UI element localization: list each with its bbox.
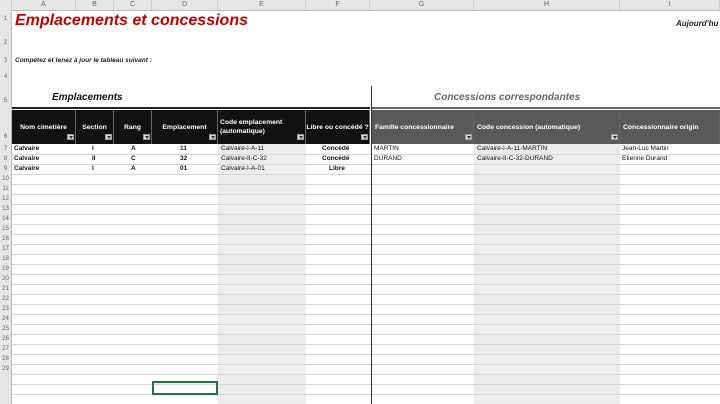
row-header[interactable]: 10 xyxy=(2,176,9,182)
row-header[interactable]: 29 xyxy=(2,366,9,372)
instruction-text: Compétez et tenez à jour le tableau suivant : xyxy=(15,57,152,64)
active-cell-selection[interactable] xyxy=(152,381,218,395)
header-nom-cimetiere: Nom cimetière xyxy=(12,110,76,144)
cell-emplacement[interactable]: 01 xyxy=(180,165,188,172)
cell-nom-cimetiere[interactable]: Calvaire xyxy=(14,145,40,152)
row-header[interactable]: 21 xyxy=(2,286,9,292)
column-header-h[interactable]: H xyxy=(474,0,620,10)
row-header[interactable]: 27 xyxy=(2,346,9,352)
row-header[interactable]: 16 xyxy=(2,236,9,242)
grid-line xyxy=(12,324,720,325)
grid-line xyxy=(12,194,720,195)
header-emplacement: Emplacement xyxy=(152,110,218,144)
cell-section[interactable]: I xyxy=(92,165,94,172)
filter-dropdown-icon[interactable] xyxy=(67,134,74,140)
cell-rang[interactable]: A xyxy=(131,145,136,152)
grid-line xyxy=(12,384,720,385)
grid-line xyxy=(12,234,720,235)
emplacements-section-title: Emplacements xyxy=(52,92,123,103)
column-header-bar xyxy=(0,0,720,11)
row-header[interactable]: 5 xyxy=(3,98,8,104)
cell-code-concession[interactable]: Calvaire-II-C-32-DURAND xyxy=(477,155,553,162)
column-header-a[interactable]: A xyxy=(12,0,76,10)
cell-rang[interactable]: A xyxy=(131,165,136,172)
header-code-concession: Code concession (automatique) xyxy=(474,110,620,144)
row-header[interactable]: 9 xyxy=(3,166,8,172)
row-header[interactable]: 12 xyxy=(2,196,9,202)
cell-concessionnaire[interactable]: Jean-Luc Martin xyxy=(622,145,669,152)
row-header[interactable]: 24 xyxy=(2,316,9,322)
row-header[interactable]: 19 xyxy=(2,266,9,272)
cell-code-emplacement[interactable]: Calvaire-I-A-11 xyxy=(221,145,265,152)
today-label: Aujourd'hu xyxy=(676,19,719,28)
grid-line xyxy=(12,214,720,215)
grid-line xyxy=(12,304,720,305)
grid-line xyxy=(12,284,720,285)
filter-dropdown-icon[interactable] xyxy=(465,134,472,140)
column-header-g[interactable]: G xyxy=(370,0,474,10)
cell-famille[interactable]: MARTIN xyxy=(374,145,399,152)
row-header[interactable]: 8 xyxy=(3,156,8,162)
grid-line xyxy=(12,254,720,255)
filter-dropdown-icon[interactable] xyxy=(611,134,618,140)
grid-line xyxy=(12,184,720,185)
grid-line xyxy=(12,174,720,175)
column-header-e[interactable]: E xyxy=(218,0,306,10)
grid-line xyxy=(12,264,720,265)
row-header[interactable]: 26 xyxy=(2,336,9,342)
grid-line xyxy=(12,274,720,275)
cell-code-emplacement[interactable]: Calvaire-II-C-32 xyxy=(221,155,267,162)
row-header[interactable]: 18 xyxy=(2,256,9,262)
grid-line xyxy=(12,394,720,395)
filter-dropdown-icon[interactable] xyxy=(297,134,304,140)
sheet-title: Emplacements et concessions xyxy=(15,12,248,29)
header-rang: Rang xyxy=(114,110,152,144)
cell-libre-concede[interactable]: Libre xyxy=(329,165,345,172)
header-libre-concede: Libre ou concédé ? xyxy=(306,110,370,144)
grid-line xyxy=(12,204,720,205)
filter-dropdown-icon[interactable] xyxy=(143,134,150,140)
row-header[interactable]: 6 xyxy=(3,134,8,140)
cell-nom-cimetiere[interactable]: Calvaire xyxy=(14,165,40,172)
cell-emplacement[interactable]: 32 xyxy=(180,155,188,162)
grid-line xyxy=(12,374,720,375)
row-header-strip xyxy=(0,10,12,404)
select-all-corner[interactable] xyxy=(0,0,12,10)
grid-line xyxy=(12,314,720,315)
cell-emplacement[interactable]: 11 xyxy=(180,145,187,152)
grid-line xyxy=(12,364,720,365)
row-header[interactable]: 2 xyxy=(3,40,8,46)
filter-dropdown-icon[interactable] xyxy=(105,134,112,140)
grid-line xyxy=(12,354,720,355)
column-header-c[interactable]: C xyxy=(114,0,152,10)
grid-line xyxy=(12,294,720,295)
grid-line xyxy=(12,344,720,345)
row-header[interactable]: 28 xyxy=(2,356,9,362)
column-header-i[interactable]: I xyxy=(620,0,720,10)
cell-section[interactable]: II xyxy=(92,155,96,162)
grid-line xyxy=(12,224,720,225)
grid-line xyxy=(12,154,720,155)
row-header[interactable]: 14 xyxy=(2,216,9,222)
header-code-emplacement: Code emplacement (automatique) xyxy=(218,110,306,144)
filter-dropdown-icon[interactable] xyxy=(209,134,216,140)
cell-code-concession[interactable]: Calvaire-I-A-11-MARTIN xyxy=(477,145,548,152)
column-header-f[interactable]: F xyxy=(306,0,370,10)
column-header-d[interactable]: D xyxy=(152,0,218,10)
row-header[interactable]: 20 xyxy=(2,276,9,282)
header-famille-concessionnaire: Famille concessionnaire xyxy=(372,110,474,144)
grid-line xyxy=(12,244,720,245)
cell-section[interactable]: I xyxy=(92,145,94,152)
cell-rang[interactable]: C xyxy=(131,155,136,162)
header-section: Section xyxy=(76,110,114,144)
section-divider xyxy=(372,107,720,109)
row-header[interactable]: 25 xyxy=(2,326,9,332)
row-header[interactable]: 4 xyxy=(3,74,8,80)
row-header[interactable]: 3 xyxy=(3,58,8,64)
row-header[interactable]: 11 xyxy=(2,186,9,192)
cell-code-emplacement[interactable]: Calvaire-I-A-01 xyxy=(221,165,265,172)
row-header[interactable]: 23 xyxy=(2,306,9,312)
row-header[interactable]: 1 xyxy=(3,16,8,22)
section-divider xyxy=(12,107,370,109)
column-header-b[interactable]: B xyxy=(76,0,114,10)
filter-dropdown-icon[interactable] xyxy=(361,134,368,140)
cell-libre-concede[interactable]: Concédé xyxy=(322,155,350,162)
cell-nom-cimetiere[interactable]: Calvaire xyxy=(14,155,40,162)
grid-line xyxy=(12,334,720,335)
row-header[interactable]: 13 xyxy=(2,206,9,212)
row-header[interactable]: 15 xyxy=(2,226,9,232)
row-header[interactable]: 17 xyxy=(2,246,9,252)
concessions-section-title: Concessions correspondantes xyxy=(434,92,581,103)
grid-line xyxy=(12,164,720,165)
row-header[interactable]: 7 xyxy=(3,146,8,152)
header-concessionnaire-origine: Concessionnaire origin xyxy=(620,110,720,144)
cell-famille[interactable]: DURAND xyxy=(374,155,402,162)
row-header[interactable]: 22 xyxy=(2,296,9,302)
cell-concessionnaire[interactable]: Etienne Durand xyxy=(622,155,668,162)
cell-libre-concede[interactable]: Concédé xyxy=(322,145,350,152)
